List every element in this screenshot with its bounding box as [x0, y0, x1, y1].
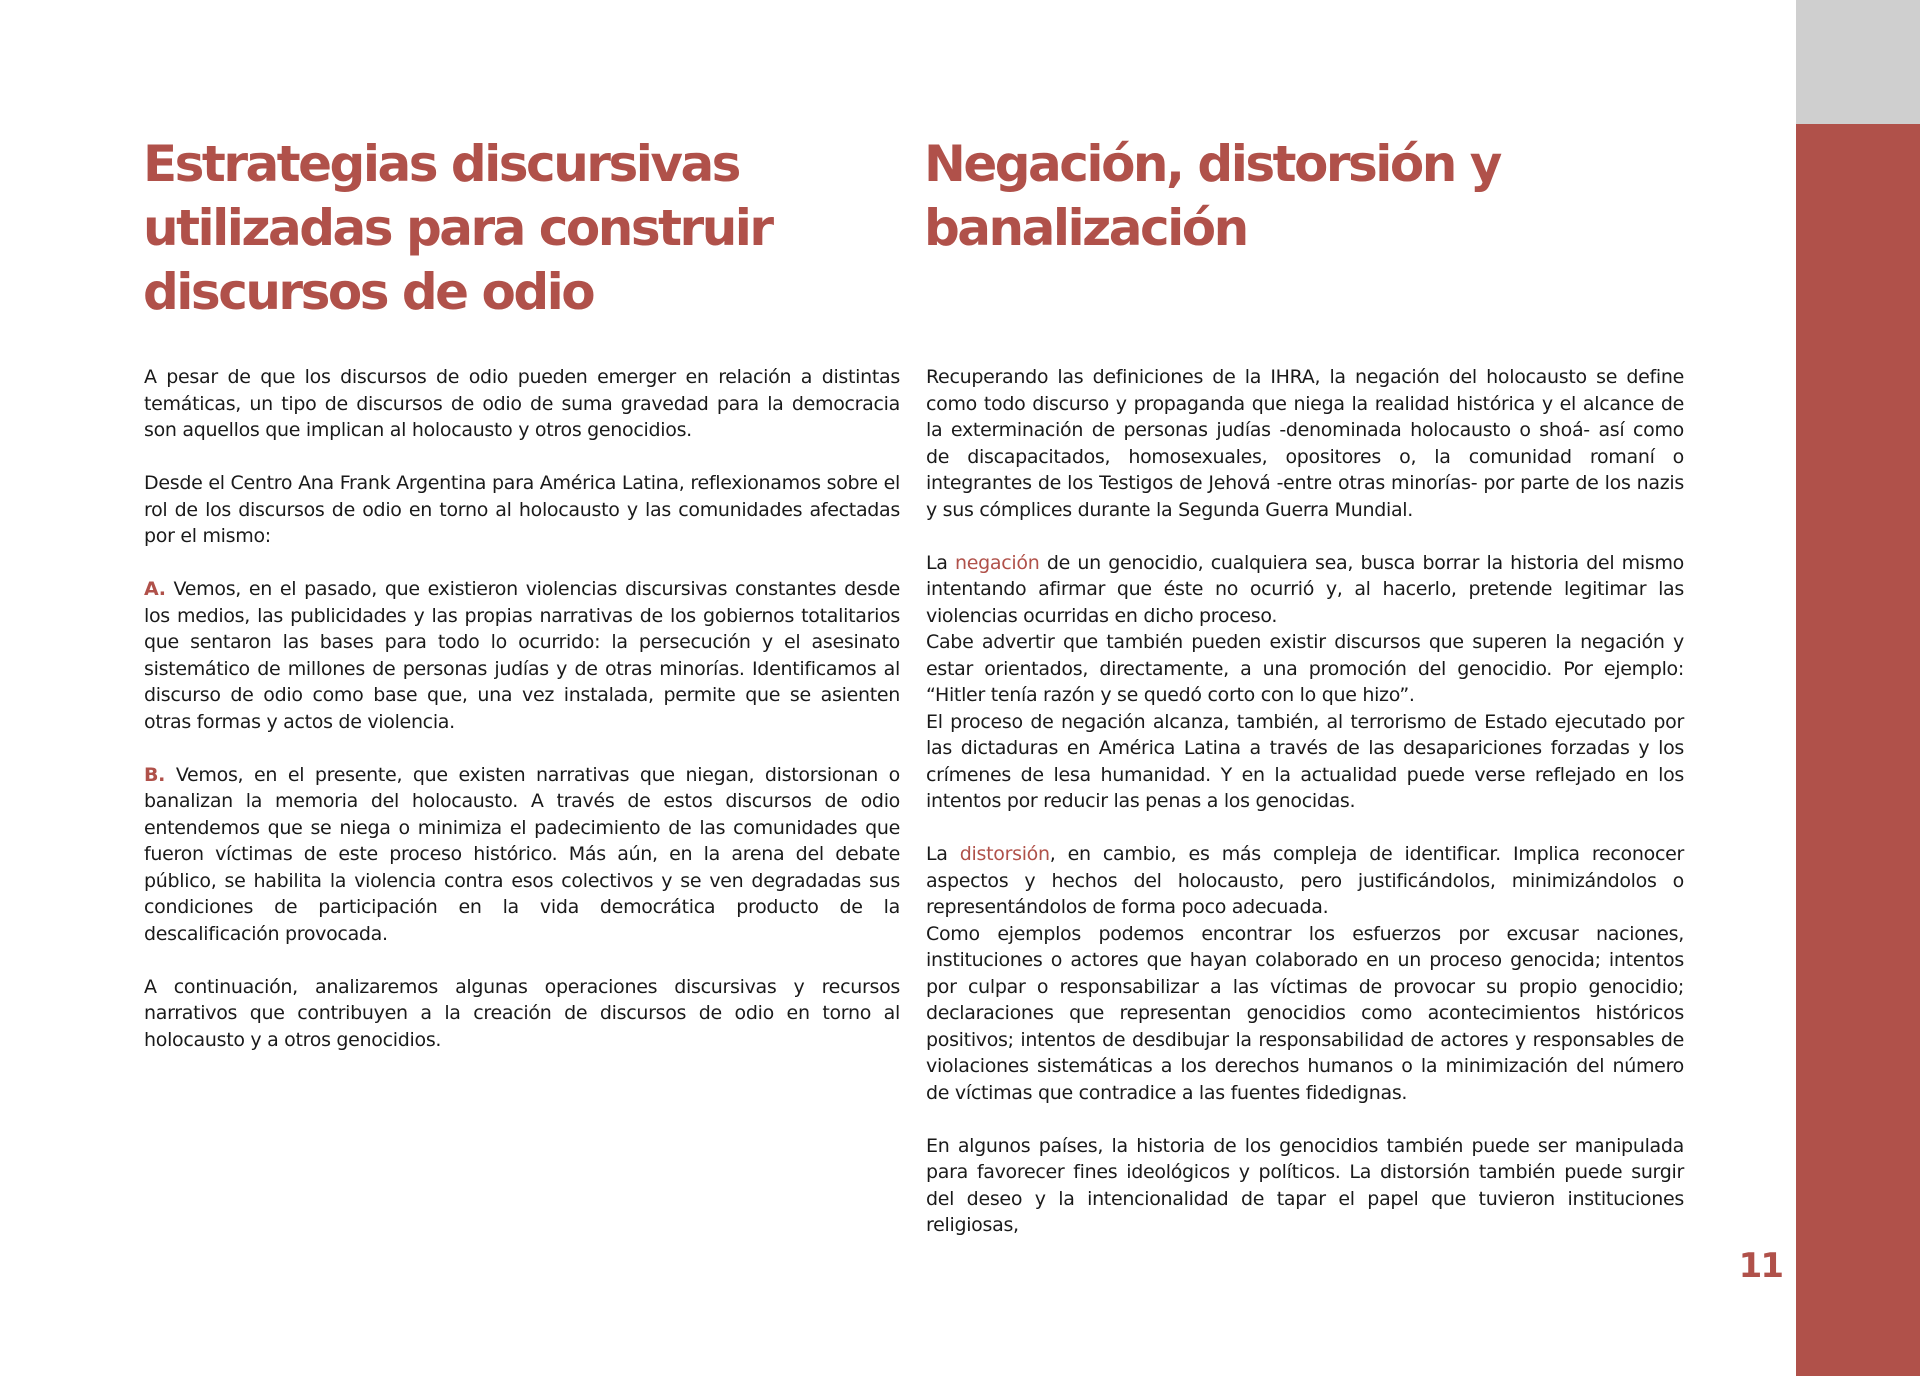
point-a-paragraph: [144, 576, 900, 735]
manipulacion-paragraph: En algunos países, la historia de los genocidios también puede ser manipulada para favorecer fines ideológicos y políticos. La distorsión también puede surgir del deseo y la intencionalidad de tapar el papel que tuvieron instituciones religiosas,: [926, 1134, 1684, 1236]
point-b-paragraph: [144, 762, 900, 948]
distorsion-paragraph: [926, 841, 1684, 921]
centro-paragraph: Desde el Centro Ana Frank Argentina para América Latina, reflexionamos sobre el rol de los discursos de odio en torno al holocausto y las comunidades afectadas por el mismo:: [144, 472, 900, 547]
right-column: [926, 364, 1684, 1239]
continuation-paragraph: A continuación, analizaremos algunas operaciones discursivas y recursos narrativos que contribuyen a la creación de discursos de odio en torno al holocausto y a otros genocidios.: [144, 975, 900, 1051]
ejemplos-paragraph: Como ejemplos podemos encontrar los esfuerzos por excusar naciones, instituciones o actores que hayan colaborado en un proceso genocida; intentos por culpar o responsabilizar a las víctimas de provocar su propio genocidio; declaraciones que representan genocidios como acontecimientos históricos positivos; intentos de desdibujar la responsabilidad de actores y responsables de violaciones sistemáticas a los derechos humanos o la minimización del número de víctimas que contradice a las fuentes fidedignas.: [926, 922, 1684, 1104]
sidebar-top-block: [1796, 0, 1920, 124]
left-heading-line: discursos de odio: [143, 263, 594, 321]
intro-paragraph: A pesar de que los discursos de odio pueden emerger en relación a distintas temáticas, un tipo de discursos de odio de suma gravedad para la democracia son aquellos que implican al holocausto y otros genocidios.: [144, 366, 900, 441]
negacion-pre: La: [926, 551, 956, 574]
ihra-paragraph: Recuperando las definiciones de la IHRA, la negación del holocausto se define como todo discurso y propaganda que niega la realidad histórica y el alcance de la exterminación de personas judías -denominada holocausto o shoá- así como de discapacitados, homosexuales, opositores o, la comunidad romaní o integrantes de los Testigos de Jehová -entre otras minorías- por parte de los nazis y sus cómplices durante la Segunda Guerra Mundial.: [926, 366, 1684, 521]
distorsion-term: distorsión: [959, 843, 1050, 865]
point-a-text: Vemos, en el pasado, que existieron violencias discursivas constantes desde los medios, las publicidades y las propias narrativas de los gobiernos totalitarios que sentaron las bases para todo lo ocurrido: la persecución y el asesinato sistemático de millones de personas judías y de otras minorías. Identificamos al discurso de odio como base que, una vez instalada, permite que se asienten otras formas y actos de violencia.: [144, 578, 900, 733]
left-heading: [143, 132, 903, 324]
distorsion-pre: La: [926, 843, 960, 865]
point-b-marker: B.: [144, 763, 166, 786]
negacion-paragraph: [926, 550, 1684, 630]
point-b-text: Vemos, en el presente, que existen narrativas que niegan, distorsionan o banalizan la memoria del holocausto. A través de estos discursos de odio entendemos que se niega o minimiza el padecimiento de las comunidades que fueron víctimas de este proceso histórico. Más aún, en la arena del debate público, se habilita la violencia contra esos colectivos y se ven degradadas sus condiciones de participación en la vida democrática producto de la descalificación provocada.: [144, 763, 900, 945]
right-heading: [924, 132, 1684, 260]
page-number: 11: [1738, 1246, 1782, 1286]
negacion-term: negación: [955, 551, 1040, 574]
left-heading-line: utilizadas para construir: [143, 199, 772, 257]
promocion-paragraph: Cabe advertir que también pueden existir discursos que superen la negación y estar orientados, directamente, a una promoción del genocidio. Por ejemplo: “Hitler tenía razón y se quedó corto con lo que hizo”.: [926, 631, 1684, 706]
terrorismo-paragraph: El proceso de negación alcanza, también, al terrorismo de Estado ejecutado por las dictaduras en América Latina a través de las desapariciones forzadas y los crímenes de lesa humanidad. Y en la actualidad puede verse reflejado en los intentos por reducir las penas a los genocidas.: [926, 710, 1684, 812]
left-heading-line: Estrategias discursivas: [143, 135, 739, 193]
left-column: [144, 364, 900, 1053]
negacion-post: de un genocidio, cualquiera sea, busca borrar la historia del mismo intentando afirmar que éste no ocurrió y, al hacerlo, pretende legitimar las violencias ocurridas en dicho proceso.: [926, 551, 1684, 627]
right-heading-line: Negación, distorsión y: [924, 135, 1500, 193]
distorsion-post: , en cambio, es más compleja de identificar. Implica reconocer aspectos y hechos del holocausto, pero justificándolos, minimizándolos o representándolos de forma poco adecuada.: [926, 843, 1684, 918]
right-heading-line: banalización: [924, 199, 1247, 257]
point-a-marker: A.: [144, 578, 166, 600]
sidebar-accent-bar: [1796, 124, 1920, 1376]
